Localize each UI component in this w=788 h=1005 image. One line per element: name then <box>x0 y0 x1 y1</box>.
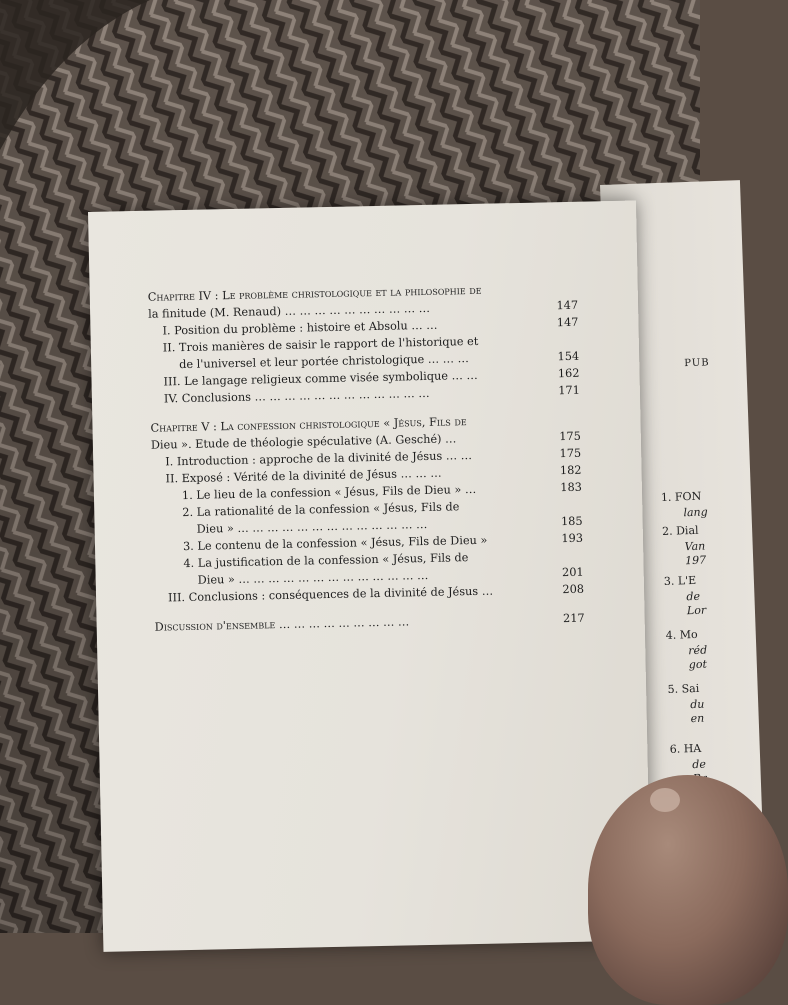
toc-entry-text: Discussion d'ensemble … … … … … … … … … <box>154 615 410 634</box>
toc-entry-page: 217 <box>562 611 585 626</box>
toc-entry-page: 185 <box>560 514 583 529</box>
toc-entry-text: III. Le langage religieux comme visée symbolique … … <box>163 368 478 389</box>
toc-entry-text: la finitude (M. Renaud) … … … … … … … … … … <box>148 301 431 321</box>
toc-entry-text: Chapitre V : La confession christologique « Jésus, Fils de <box>150 415 467 435</box>
toc-entry-text: Dieu » … … … … … … … … … … … … … <box>196 517 428 536</box>
right-page-fragment: de <box>686 589 701 604</box>
toc-entry-text: 1. Le lieu de la confession « Jésus, Fils de Dieu » … <box>181 482 477 503</box>
right-page-fragment: en <box>690 711 705 726</box>
toc-entry-text: I. Introduction : approche de la divinité de Jésus … … <box>165 449 473 469</box>
right-page-fragment: 2. Dial <box>661 523 699 539</box>
finger <box>588 775 788 1005</box>
right-page-fragment: 5. Sai <box>667 681 700 696</box>
right-page-heading: PUB <box>684 357 710 370</box>
toc-entry-text: Dieu » … … … … … … … … … … … … … <box>197 568 429 587</box>
book-page <box>88 201 651 952</box>
fingernail <box>650 788 680 812</box>
toc-entry-text: 2. La rationalité de la confession « Jésus, Fils de <box>182 500 460 520</box>
toc-entry-page: 175 <box>559 429 581 444</box>
toc-entry-page: 201 <box>561 565 584 580</box>
right-page-fragment: Van <box>684 539 706 554</box>
toc-entry-page: 183 <box>560 480 583 495</box>
right-page-fragment: réd <box>688 643 708 658</box>
table-of-contents <box>148 280 585 636</box>
toc-entry-text: Chapitre IV : Le problème christologique et la philosophie de <box>147 283 482 304</box>
toc-entry-page: 208 <box>562 582 585 597</box>
toc-entry-text: II. Exposé : Vérité de la divinité de Jésus … … … <box>165 466 442 486</box>
toc-entry-page: 182 <box>559 463 582 478</box>
toc-entry-text: de l'universel et leur portée christologique … … … <box>179 352 470 372</box>
right-page-fragment: 197 <box>684 553 707 568</box>
toc-entry-page: 147 <box>556 315 579 330</box>
toc-entry-text: IV. Conclusions … … … … … … … … … … … … <box>163 386 430 406</box>
toc-entry-page: 147 <box>556 298 579 313</box>
right-page-fragment: de <box>692 757 707 772</box>
right-page-fragment: Lor <box>686 603 707 618</box>
toc-entry-text: II. Trois manières de saisir le rapport de l'historique et <box>162 334 479 355</box>
right-page-fragment: lang <box>683 505 708 520</box>
right-page-fragment: 6. HA <box>669 741 702 756</box>
right-page-fragment: 3. L'E <box>663 573 697 589</box>
right-page-fragment: 1. FON <box>660 489 702 505</box>
toc-entry-page: 193 <box>561 531 584 546</box>
toc-entry-text: 3. Le contenu de la confession « Jésus, Fils de Dieu » <box>182 533 488 554</box>
toc-entry-page: 162 <box>557 366 580 381</box>
right-page-fragment: got <box>688 657 708 672</box>
toc-entry-page: 154 <box>557 349 580 364</box>
toc-entry-text: I. Position du problème : histoire et Absolu … … <box>162 318 438 338</box>
toc-entry-page: 175 <box>559 446 582 461</box>
toc-entry-text: 4. La justification de la confession « Jésus, Fils de <box>183 551 469 571</box>
toc-entry-page: 171 <box>558 383 580 398</box>
toc-entry-text: Dieu ». Etude de théologie spéculative (A. Gesché) … <box>150 432 457 452</box>
toc-entry-text: III. Conclusions : conséquences de la divinité de Jésus … <box>167 584 494 605</box>
right-page-fragment: du <box>689 697 705 712</box>
right-page-fragment: 4. Mo <box>665 627 698 642</box>
